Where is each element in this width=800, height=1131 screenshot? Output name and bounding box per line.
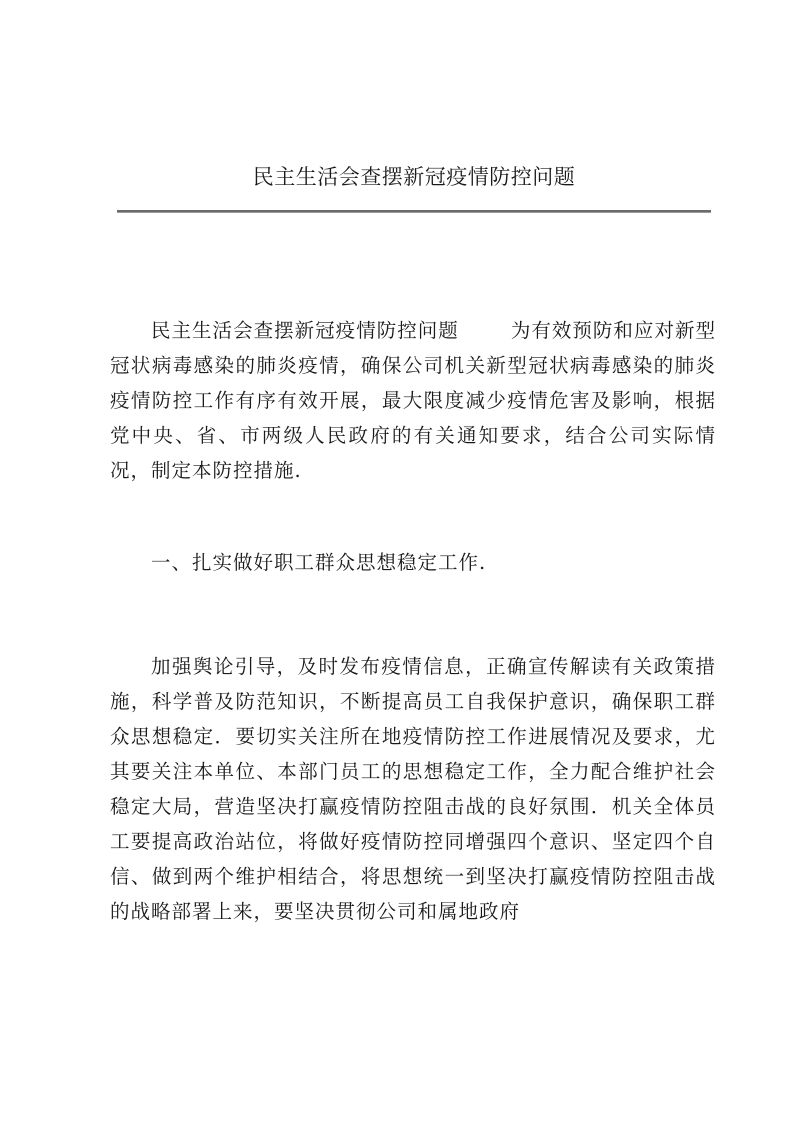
section-heading-1: 一、扎实做好职工群众思想稳定工作. <box>151 551 487 574</box>
paragraph-intro <box>110 313 716 488</box>
paragraph-intro-text: 为有效预防和应对新型冠状病毒感染的肺炎疫情，确保公司机关新型冠状病毒感染的肺炎疫情防控工作有序有效开展，最大限度减少疫情危害及影响，根据党中央、省、市两级人民政府的有关通知要求，结合公司实际情况，制定本防控措施. <box>110 319 716 482</box>
title-divider <box>117 210 711 213</box>
document-title: 民主生活会查摆新冠疫情防控问题 <box>252 165 576 189</box>
paragraph-section-1-body: 加强舆论引导，及时发布疫情信息，正确宣传解读有关政策措施，科学普及防范知识，不断提高员工自我保护意识，确保职工群众思想稳定．要切实关注所在地疫情防控工作进展情况及要求，尤其要关注本单位、本部门员工的思想稳定工作，全力配合维护社会稳定大局，营造坚决打赢疫情防控阻击战的良好氛围．机关全体员工要提高政治站位，将做好疫情防控同增强四个意识、坚定四个自信、做到两个维护相结合，将思想统一到坚决打赢疫情防控阻击战的战略部署上来，要坚决贯彻公司和属地政府 <box>110 655 716 923</box>
paragraph-intro-lead: 民主生活会查摆新冠疫情防控问题 <box>151 319 459 342</box>
